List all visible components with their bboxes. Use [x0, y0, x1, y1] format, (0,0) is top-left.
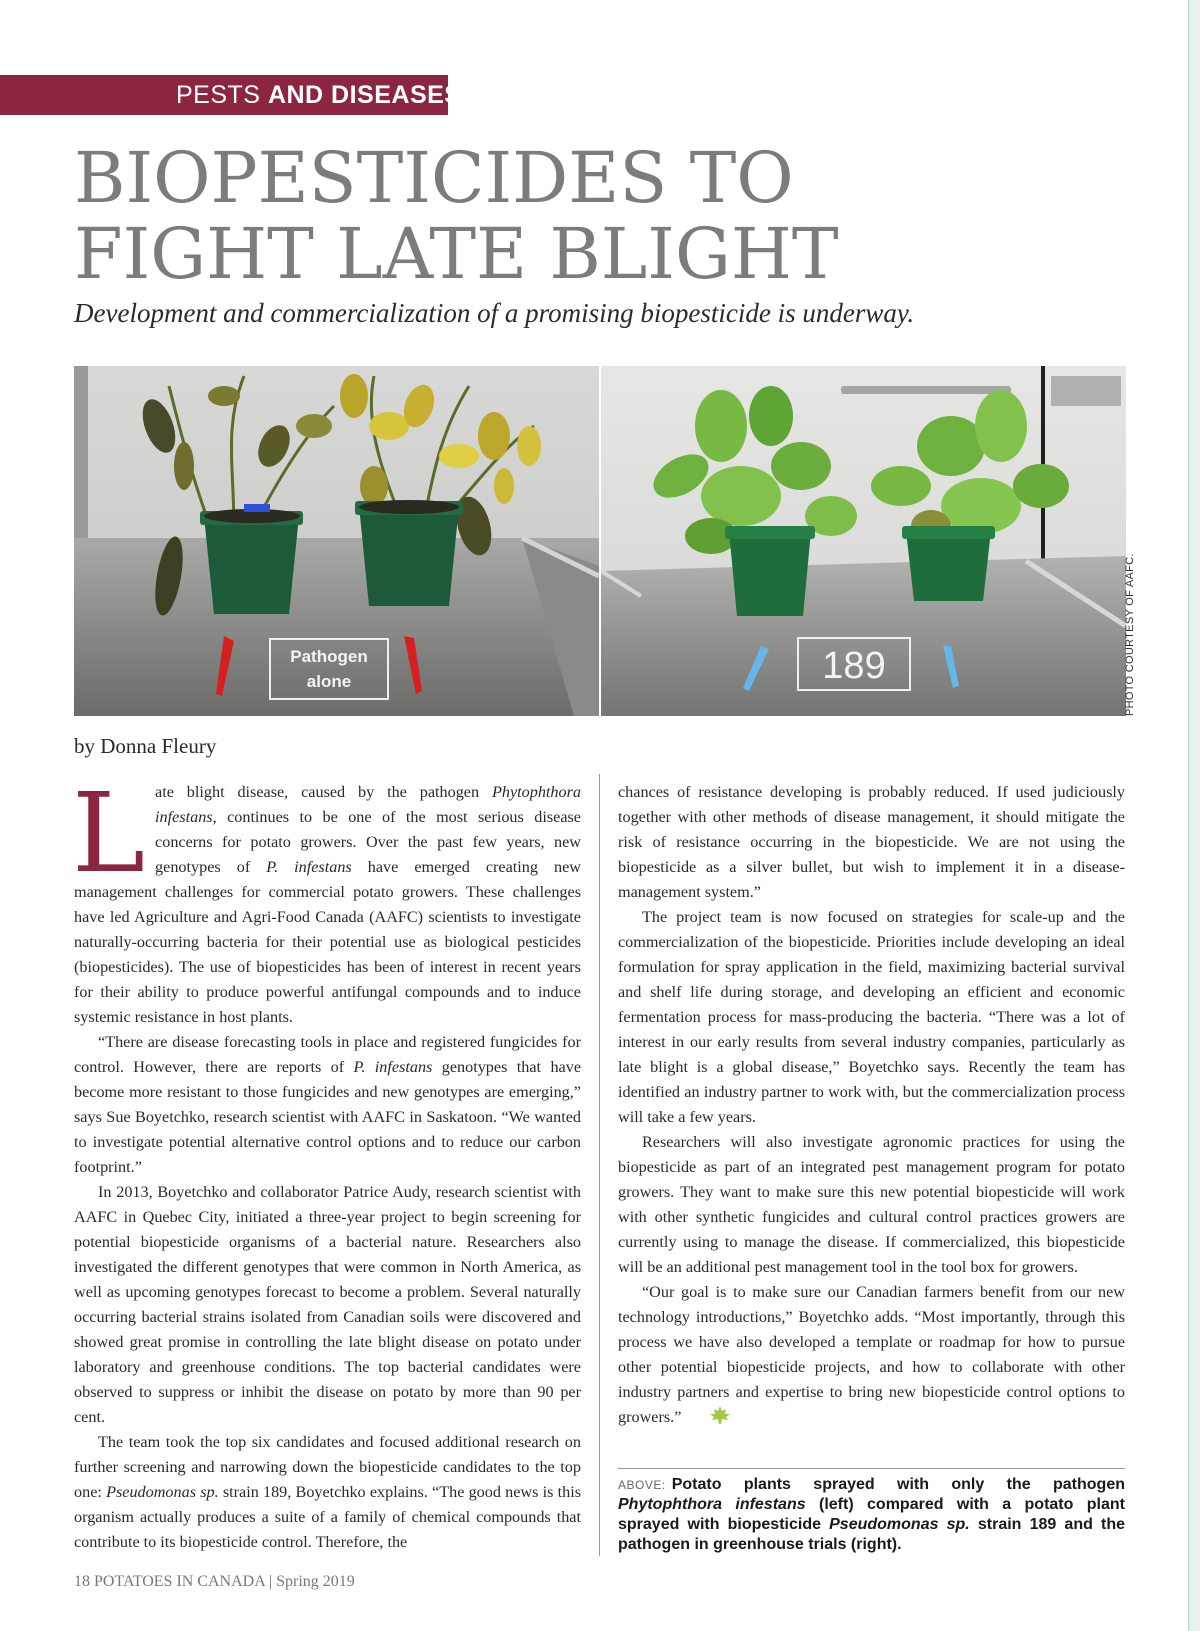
p4-text-a: The team took the top six candidates and focused additional research on further screening and narrowing down the biopesticide candidates to the top one:: [74, 1433, 581, 1501]
paragraph-1: [72, 769, 581, 1030]
article-column-left: [72, 769, 582, 1555]
deck: Development and commercialization of a promising biopesticide is underway.: [74, 298, 915, 328]
p1-text-b: , continues to be one of the most serious disease concerns for potato growers. Over the past few years, new genotypes of: [155, 808, 581, 876]
photo-label-pathogen-line2: alone: [306, 672, 352, 691]
section-word-1: PESTS: [176, 81, 261, 109]
p8-text: “Our goal is to make sure our Canadian farmers benefit from our new technology introductions,” Boyetchko adds. “Most importantly, through this process we have also developed a template or roadmap for how to pursue other potential biopesticide projects, and how to collaborate with other industry partners and expertise to bring new biopesticide control options to growers.”: [618, 1283, 1125, 1426]
byline: by Donna Fleury: [74, 734, 217, 758]
p2-species: P. infestans: [353, 1058, 433, 1076]
p1-text-c: have emerged creating new management challenges for commercial potato growers. These challenges have led Agriculture and Agri-Food Canada (AAFC) scientists to investigate naturally-occurring bacteria for their potential use as biological pesticides (biopesticides). The use of biopesticides has been of interest in recent years for their ability to produce powerful antifungal compounds and to induce systemic resistance in host plants.: [74, 858, 581, 1026]
headline-line-2: FIGHT LATE BLIGHT: [74, 213, 839, 295]
p1-species-abbr: P. infestans: [266, 858, 352, 876]
caption-text-a: Potato plants sprayed with only the pathogen: [671, 1476, 1125, 1493]
page-folio: 18 POTATOES IN CANADA | Spring 2019: [74, 1573, 355, 1590]
headline: [74, 137, 974, 295]
p1-text-a: ate blight disease, caused by the pathogen: [155, 783, 492, 801]
headline-line-1: BIOPESTICIDES TO: [74, 137, 794, 219]
caption-lead: ABOVE:: [618, 1478, 666, 1492]
paragraph-8: [618, 1280, 1125, 1430]
section-word-2: AND DISEASES: [267, 81, 462, 109]
photo-caption: [618, 1475, 1125, 1555]
caption-text-c: strain 189 and the pathogen in greenhouse trials (right).: [618, 1516, 1126, 1553]
page-edge-bar: [1188, 0, 1200, 1631]
paragraph-6: The project team is now focused on strategies for scale-up and the commercialization of the biopesticide. Priorities include developing an ideal formulation for spray application in the field, maximizing bacterial survival and shelf life during storage, and developing an efficient and economic fermentation process for mass-producing the bacteria. “There was a lot of interest in our early results from several industry companies, particularly as late blight is a global disease,” Boyetchko says. Recently the team has identified an industry partner to work with, but the commercialization process will take a few years.: [618, 908, 1125, 1126]
photo-pathogen-alone: [74, 366, 599, 716]
paragraph-4: [74, 1430, 581, 1555]
caption-text-b: (left) compared with a potato plant sprayed with biopesticide: [618, 1496, 1126, 1533]
photo-label-189: 189: [822, 645, 886, 687]
photo-strain-189: [601, 366, 1126, 716]
paragraph-5: chances of resistance developing is probably reduced. If used judiciously together with other methods of disease management, it should mitigate the risk of resistance occurring in the biopesticide. We are not using the biopesticide as a silver bullet, but wish to implement it in a disease-management system.”: [618, 783, 1125, 901]
p4-text-b: strain 189, Boyetchko explains. “The good news is this organism actually produces a suite of a family of chemical compounds that contribute to its biopesticide control. Therefore, the: [74, 1483, 581, 1551]
caption-strain: Pseudomonas sp.: [829, 1516, 970, 1533]
p2-text-b: genotypes that have become more resistant to those fungicides and new genotypes are emerging,” says Sue Boyetchko, research scientist with AAFC in Saskatoon. “We wanted to investigate potential alternative control options and to reduce our carbon footprint.”: [74, 1058, 582, 1176]
p4-species: Pseudomonas sp.: [106, 1483, 219, 1501]
column-divider: [599, 774, 600, 1556]
caption-rule: [618, 1468, 1125, 1469]
section-tag: [0, 75, 462, 115]
paragraph-2: [74, 1030, 581, 1180]
p1-species: Phytophthora infestans: [155, 783, 581, 826]
paragraph-7: Researchers will also investigate agronomic practices for using the biopesticide as part of an integrated pest management program for potato growers. They want to make sure this new potential biopesticide will work with other synthetic fungicides and cultural control practices growers are currently using to manage the disease. If commercialized, this biopesticide will be an additional pest management tool in the tool box for growers.: [618, 1133, 1125, 1276]
caption-species: Phytophthora infestans: [618, 1496, 806, 1513]
paragraph-3: In 2013, Boyetchko and collaborator Patrice Audy, research scientist with AAFC in Quebec City, initiated a three-year project to begin screening for potential biopesticide organisms of a bacterial nature. Researchers also investigated the different genotypes that were common in North America, as well as upcoming genotypes forecast to become a problem. Several naturally occurring bacterial strains isolated from Canadian soils were discovered and showed great promise in controlling the late blight disease on potato under laboratory and greenhouse conditions. The top bacterial candidates were observed to suppress or inhibit the disease on potato by more than 90 per cent.: [74, 1183, 581, 1426]
photo-credit: PHOTO COURTESY OF AAFC.: [1124, 553, 1136, 716]
photo-label-pathogen-line1: Pathogen: [290, 647, 368, 666]
p2-text-a: “There are disease forecasting tools in place and registered fungicides for control. However, there are reports of: [74, 1033, 581, 1076]
maple-leaf-icon: [685, 1405, 707, 1425]
drop-cap: L: [72, 769, 146, 897]
article-column-right: [618, 780, 1125, 1430]
